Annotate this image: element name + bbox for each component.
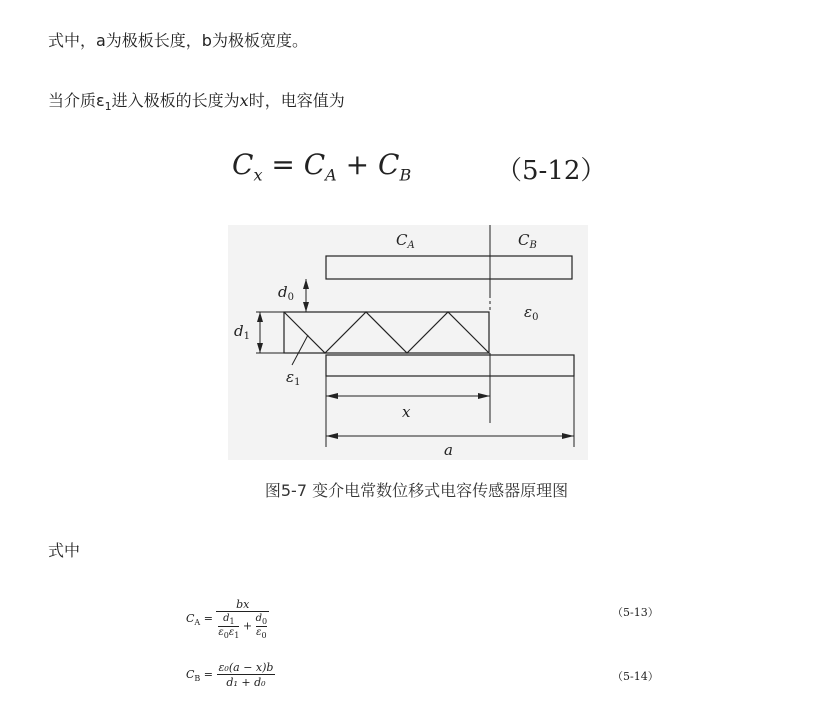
upper-plate	[326, 256, 572, 279]
f13-lhs: C	[186, 612, 195, 625]
paragraph-where: 式中	[48, 541, 81, 560]
f13-lhs-sub: A	[194, 618, 201, 628]
eq-equals: =	[262, 148, 304, 181]
p2-text-before: 当介质ε	[48, 91, 105, 110]
f13-sub-fraction-2: $\frac{d_0}{\varepsilon_0}$	[255, 613, 268, 640]
equation-number-5-13: （5-13）	[612, 606, 659, 619]
equation-5-12	[232, 148, 411, 185]
label-ca: $C_A$	[396, 231, 415, 251]
lower-plate	[326, 355, 574, 376]
eq-lhs: C	[232, 148, 254, 181]
f13-numerator: bx	[236, 598, 250, 611]
paragraph-plate-definition: 式中，a为极板长度，b为极板宽度。	[48, 31, 308, 50]
label-d1: $d_1$	[234, 322, 250, 342]
eq-plus: +	[336, 148, 378, 181]
label-epsilon1: $\varepsilon_1$	[286, 368, 301, 388]
capacitor-diagram	[228, 225, 588, 460]
p2-epsilon-sub: 1	[104, 100, 112, 114]
f14-lhs: C	[186, 668, 195, 681]
label-d0: $d_0$	[278, 283, 294, 303]
eq-term-b-sub: B	[399, 165, 412, 185]
p2-text-after: 时，电容值为	[248, 91, 345, 110]
paragraph-capacitance-intro	[48, 88, 345, 113]
p2-variable-x: x	[239, 91, 249, 110]
label-cb: $C_B$	[518, 231, 537, 251]
f14-lhs-sub: B	[194, 674, 201, 684]
p2-text-mid: 进入极板的长度为	[111, 91, 240, 110]
f14-fraction	[217, 661, 276, 689]
eq-lhs-sub: x	[253, 165, 263, 185]
eq-term-b: C	[378, 148, 400, 181]
label-x: x	[402, 403, 411, 421]
f13-sub-fraction-1: $\frac{d_1}{\varepsilon_0\varepsilon_1}$	[218, 613, 240, 640]
eq-term-a: C	[303, 148, 326, 181]
formula-5-14: $C_B$ = $\frac{\text{ε₀(a − x)b}}{\text{d₁ + d₀}}$	[186, 661, 274, 689]
f13-denominator: $\frac{d_1}{\varepsilon_0\varepsilon_1}$ + $\frac{d_0}{\varepsilon_0}$	[218, 613, 268, 640]
label-a: a	[444, 441, 453, 459]
f14-denominator: d₁ + d₀	[217, 674, 276, 689]
f13-fraction	[216, 598, 269, 640]
label-epsilon0: $\varepsilon_0$	[524, 303, 539, 323]
equation-number-5-14: （5-14）	[612, 670, 659, 683]
equation-number-5-12: （5-12）	[496, 156, 607, 186]
f14-numerator: ε₀(a − x)b	[218, 661, 274, 674]
figure-caption: 图5-7 变介电常数位移式电容传感器原理图	[264, 481, 569, 500]
eq-term-a-sub: A	[325, 165, 337, 185]
formula-5-13: $C_A$ = bx $\frac{d_1}{\varepsilon_0\varepsilon_1}$ + $\frac{d_0}{\varepsilon_0}$	[186, 598, 268, 640]
